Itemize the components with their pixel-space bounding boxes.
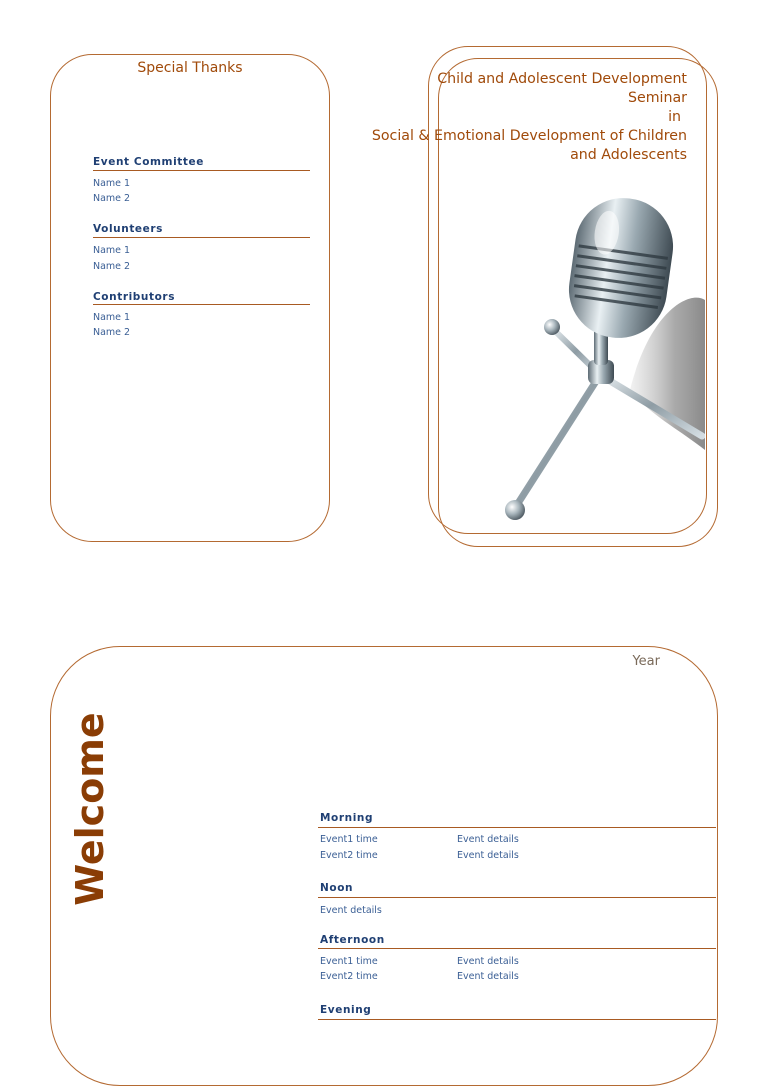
morning-event2-details: Event details — [457, 850, 519, 861]
welcome-panel — [50, 646, 718, 1086]
morning-event1-time: Event1 time — [320, 834, 378, 845]
volunteers-name-2: Name 2 — [93, 261, 131, 272]
cover-title-line-5: and Adolescents — [570, 147, 687, 163]
event-committee-name-2: Name 2 — [93, 193, 131, 204]
afternoon-event1-details: Event details — [457, 956, 519, 967]
volunteers-rule — [93, 237, 310, 238]
microphone-image — [490, 190, 705, 530]
morning-event2-time: Event2 time — [320, 850, 378, 861]
morning-rule — [318, 827, 716, 828]
contributors-heading: Contributors — [93, 291, 176, 303]
cover-title-line-1: Child and Adolescent Development — [437, 71, 687, 87]
noon-heading: Noon — [320, 882, 354, 894]
cover-title-line-2: Seminar — [627, 90, 687, 106]
event-committee-rule — [93, 170, 310, 171]
noon-event-details: Event details — [320, 905, 382, 916]
special-thanks-panel — [50, 54, 330, 542]
evening-heading: Evening — [320, 1004, 372, 1016]
evening-rule — [318, 1019, 716, 1020]
contributors-name-1: Name 1 — [93, 312, 131, 323]
afternoon-heading: Afternoon — [320, 934, 385, 946]
contributors-rule — [93, 304, 310, 305]
welcome-heading: Welcome — [68, 712, 112, 906]
cover-title-block — [300, 70, 687, 165]
cover-title-line-3: in — [668, 109, 681, 125]
morning-heading: Morning — [320, 812, 374, 824]
afternoon-rule — [318, 948, 716, 949]
year-label: Year — [632, 654, 660, 669]
contributors-name-2: Name 2 — [93, 327, 131, 338]
volunteers-name-1: Name 1 — [93, 245, 131, 256]
volunteers-heading: Volunteers — [93, 223, 164, 235]
afternoon-event1-time: Event1 time — [320, 956, 378, 967]
special-thanks-title: Special Thanks — [137, 60, 243, 76]
morning-event1-details: Event details — [457, 834, 519, 845]
event-committee-heading: Event Committee — [93, 156, 204, 168]
cover-title-line-4: Social & Emotional Development of Children — [371, 128, 687, 144]
afternoon-event2-time: Event2 time — [320, 971, 378, 982]
event-committee-name-1: Name 1 — [93, 178, 131, 189]
noon-rule — [318, 897, 716, 898]
afternoon-event2-details: Event details — [457, 971, 519, 982]
